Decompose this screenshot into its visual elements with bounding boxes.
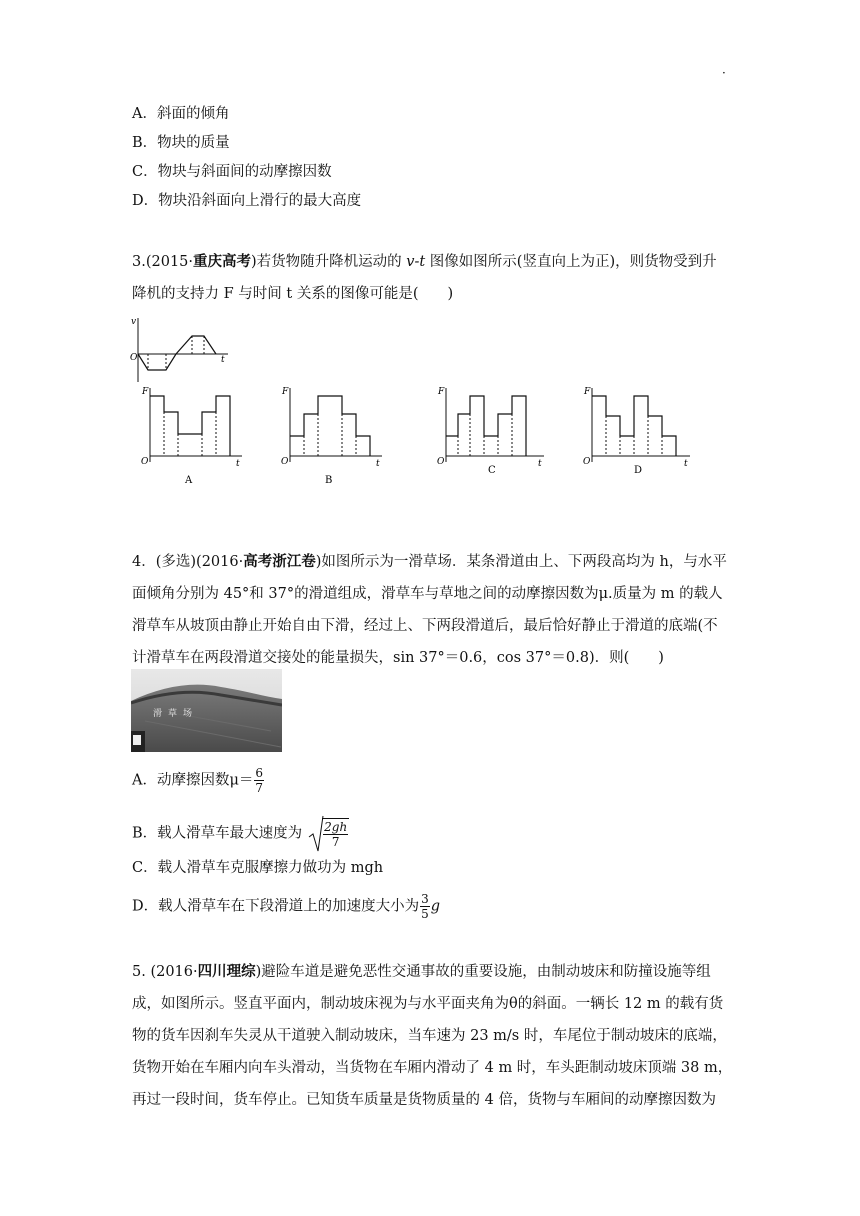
- q5-line4: 货物开始在车厢内向车头滑动，当货物在车厢内滑动了 4 m 时，车头距制动坡床顶端 38 m，: [132, 1060, 733, 1076]
- vt-axis-t: t: [221, 355, 225, 365]
- q4-opt-d-tail: g: [430, 898, 441, 915]
- q4-line2: 面倾角分别为 45°和 37°的滑道组成，滑草车与草地之间的动摩擦因数为μ.质量为 m 的载人: [132, 586, 723, 602]
- q4-source: 高考浙江卷: [243, 553, 316, 570]
- ft-c-origin: O: [437, 457, 445, 467]
- q3-prefix: 3.(2015·: [132, 254, 194, 270]
- question-5: [132, 962, 742, 1122]
- q3-vt-label: v-t: [406, 254, 426, 270]
- q3-line2: 降机的支持力 F 与时间 t 关系的图像可能是( ): [132, 286, 454, 302]
- q4-opt-d-fraction: [420, 892, 430, 921]
- q4-prefix: 4．(多选)(2016·: [132, 554, 244, 570]
- q4-opt-a-text: A．动摩擦因数μ＝: [132, 772, 254, 789]
- q4-line1-rest: )如图所示为一滑草场．某条滑道由上、下两段高均为 h，与水平: [315, 554, 727, 570]
- vt-axis-v: v: [131, 317, 137, 327]
- q4-opt-a-fraction: [254, 766, 264, 795]
- q2-option-a: A．斜面的倾角: [132, 106, 230, 122]
- q4-option-d: [132, 892, 440, 921]
- ft-graph-a: [140, 384, 250, 488]
- q4-opt-b-num: 2gh: [324, 820, 348, 834]
- ft-d-axis-f: F: [584, 387, 591, 397]
- vt-graph: [128, 314, 238, 384]
- ft-d-origin: O: [583, 457, 591, 467]
- photo-sign-text: 滑草场: [153, 709, 199, 719]
- ft-c-axis-t: t: [538, 459, 542, 469]
- ft-d-label: D: [634, 465, 643, 476]
- q2-option-d: D．物块沿斜面向上滑行的最大高度: [132, 193, 362, 209]
- q4-opt-b-sqrt: [308, 818, 349, 849]
- ft-a-label: A: [185, 475, 193, 486]
- q4-line4: 计滑草车在两段滑道交接处的能量损失，sin 37°＝0.6，cos 37°＝0.8)．则( ): [132, 650, 664, 666]
- ft-c-label: C: [488, 465, 496, 476]
- q4-opt-b-den: 7: [331, 835, 340, 849]
- ft-b-origin: O: [281, 457, 289, 467]
- q4-opt-a-den: 7: [255, 781, 264, 795]
- q2-option-c: C．物块与斜面间的动摩擦因数: [132, 164, 332, 180]
- q5-line2: 成，如图所示。竖直平面内，制动坡床视为与水平面夹角为θ的斜面。一辆长 12 m 的载有货: [132, 996, 724, 1012]
- q4-opt-d-text: D．载人滑草车在下段滑道上的加速度大小为: [132, 898, 420, 915]
- ft-b-axis-t: t: [376, 459, 380, 469]
- question-4: [132, 552, 742, 680]
- q2-option-b: B．物块的质量: [132, 135, 230, 151]
- q3-source: 重庆高考: [193, 253, 252, 270]
- ft-a-axis-f: F: [142, 387, 149, 397]
- ft-graph-c: [436, 384, 552, 488]
- ft-b-axis-f: F: [282, 387, 289, 397]
- question-3: [132, 252, 732, 316]
- q4-opt-a-num: 6: [255, 766, 264, 780]
- corner-mark: ·: [722, 66, 726, 80]
- q5-source: 四川理综: [197, 963, 256, 980]
- q5-prefix: 5. (2016·: [132, 964, 198, 980]
- q4-option-c: C．载人滑草车克服摩擦力做功为 mgh: [132, 860, 384, 876]
- ft-d-axis-t: t: [684, 459, 688, 469]
- ft-c-axis-f: F: [438, 387, 445, 397]
- q4-option-a: [132, 766, 265, 795]
- q5-line3: 物的货车因刹车失灵从干道驶入制动坡床，当车速为 23 m/s 时，车尾位于制动坡床的底端，: [132, 1028, 727, 1044]
- q5-line5: 再过一段时间，货车停止。已知货车质量是货物质量的 4 倍，货物与车厢间的动摩擦因数为: [132, 1092, 716, 1108]
- q4-opt-d-den: 5: [421, 907, 429, 921]
- ft-a-axis-t: t: [236, 459, 240, 469]
- q3-line1-rest: )若货物随升降机运动的: [251, 254, 407, 270]
- grass-slope-photo: [131, 669, 282, 752]
- ft-a-origin: O: [141, 457, 149, 467]
- ft-graph-d: [582, 384, 698, 488]
- ft-graph-b: [280, 384, 390, 488]
- ft-b-label: B: [325, 475, 333, 486]
- q5-line1-rest: )避险车道是避免恶性交通事故的重要设施，由制动坡床和防撞设施等组: [255, 964, 711, 980]
- vt-origin: O: [130, 353, 138, 363]
- q4-opt-b-text: B．载人滑草车最大速度为: [132, 825, 303, 842]
- q3-line1-end: 图像如图所示(竖直向上为正)，则货物受到升: [425, 254, 717, 270]
- q4-line3: 滑草车从坡顶由静止开始自由下滑，经过上、下两段滑道后，最后恰好静止于滑道的底端(不: [132, 618, 718, 634]
- q4-option-b: [132, 818, 349, 849]
- q4-opt-d-num: 3: [421, 892, 429, 906]
